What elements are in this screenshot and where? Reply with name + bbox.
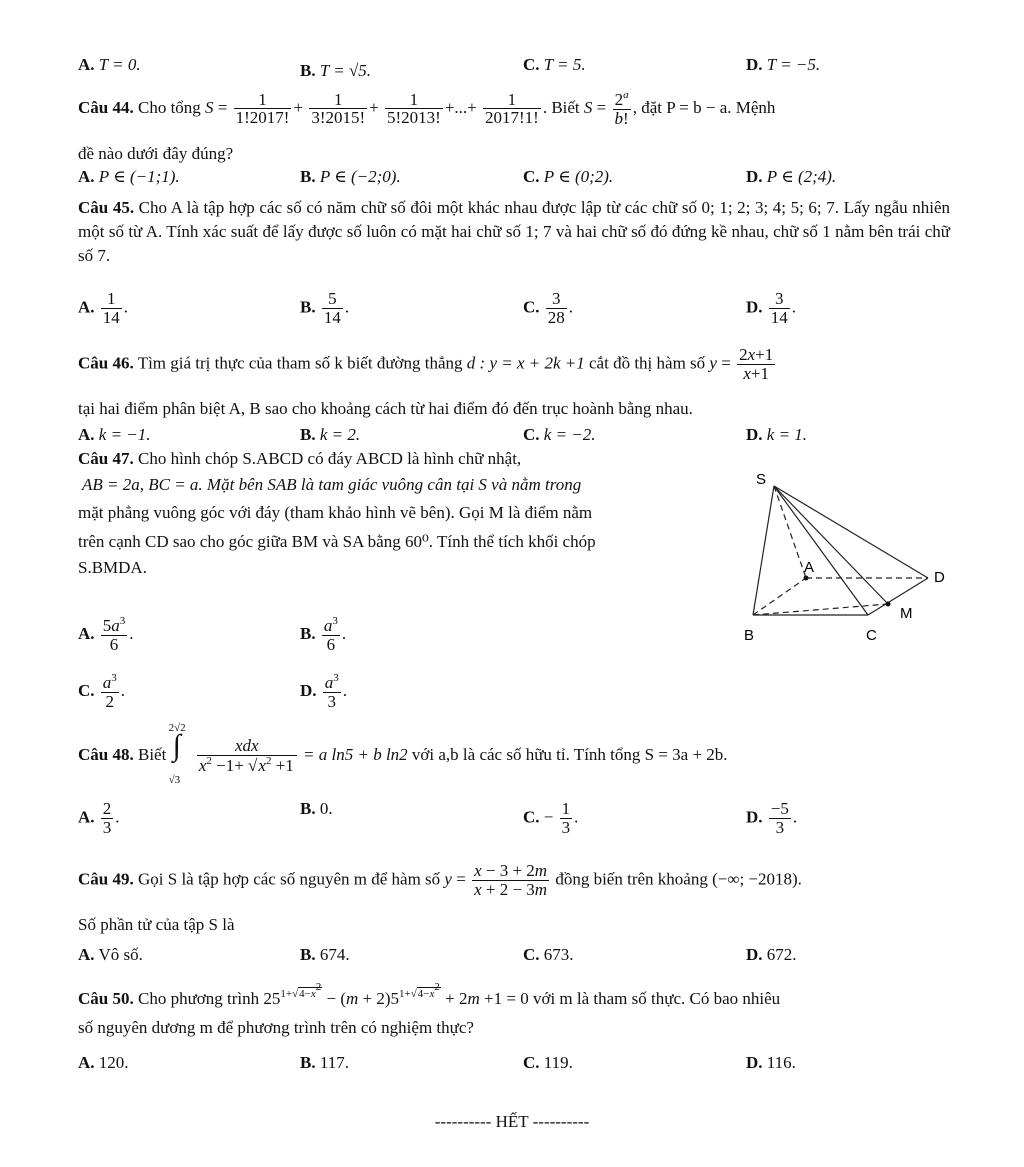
q48-option-b: B. 0.: [300, 799, 333, 818]
q44-option-b: B. P ∈ (−2;0).: [300, 167, 401, 186]
q50-stem: Câu 50. Cho phương trình $25^{1+√4-x^2} - (m + 2)5^{1+√4-x^2} + 2m +1 = 0$ với m là tham số thực. Có bao nhiêu: [78, 981, 781, 1008]
q48-stem: Câu 48. Biết 2√2 ∫ √3 $\frac{\text{xdx}}{x^2 -1+ √x^2 +1}$ = a ln5 + b ln2 với a,b là các số hữu tỉ. Tính tổng S = 3a + 2b.: [78, 737, 728, 775]
q46-option-d: D. k = 1.: [746, 425, 808, 444]
end-marker: ---------- HẾT ----------: [434, 1112, 590, 1131]
q47-option-b: B. $\frac{a^3}{6}$ .: [300, 615, 347, 654]
q48-option-d: D. $\frac{-5}{3}$ .: [746, 799, 798, 837]
q44-option-a: A. P ∈ (−1;1).: [78, 167, 180, 186]
q49-stem-cont: Số phần tử của tập S là: [78, 915, 235, 934]
q49-option-d: D. 672.: [746, 945, 797, 964]
q46-option-c: C. k = −2.: [523, 425, 596, 444]
q47-option-a: A. $\frac{5a^3}{6}$ .: [78, 615, 134, 654]
q43-option-a: A. T = 0.: [78, 55, 141, 74]
q49-stem: Câu 49. Gọi S là tập hợp các số nguyên m để hàm số y = $\frac{x - 3 + 2m}{x + 2 - 3m}$ đồng biến trên khoảng (−∞; −2018).: [78, 861, 802, 899]
q49-option-a: A. Vô số.: [78, 945, 143, 964]
q49-option-c: C. 673.: [523, 945, 574, 964]
integral-upper: 2√2: [168, 721, 186, 734]
figure-label-d: D: [934, 569, 945, 586]
q46-stem: Câu 46. Tìm giá trị thực của tham số k biết đường thẳng d : y = x + 2k +1 cắt đồ thị hàm số y = $\frac{2x+1}{x+1}$: [78, 345, 774, 383]
q46-option-b: B. k = 2.: [300, 425, 361, 444]
q47-stem-l4: trên cạnh CD sao cho góc giữa BM và SA bằng 60⁰. Tính thể tích khối chóp: [78, 532, 596, 551]
q49-option-b: B. 674.: [300, 945, 350, 964]
figure-label-m: M: [900, 605, 913, 622]
q46-option-a: A. k = −1.: [78, 425, 151, 444]
q43-option-b: B. T = √5.: [300, 61, 372, 80]
q44-option-d: D. P ∈ (2;4).: [746, 167, 837, 186]
q50-option-c: C. 119.: [523, 1053, 573, 1072]
q47-stem-l1: Câu 47. Cho hình chóp S.ABCD có đáy ABCD là hình chữ nhật,: [78, 449, 522, 468]
q47-stem-l3: mặt phẳng vuông góc với đáy (tham khảo hình vẽ bên). Gọi M là điểm nằm: [78, 503, 593, 522]
q47-option-c: C. $\frac{a^3}{2}$ .: [78, 672, 126, 711]
q47-option-d: D. $\frac{a^3}{3}$ .: [300, 672, 348, 711]
q45-option-a: A. $\frac{1}{14}$ .: [78, 289, 129, 327]
pyramid-figure: [738, 460, 958, 650]
q45-stem: Câu 45. Cho A là tập hợp các số có năm chữ số đôi một khác nhau được lập từ các chữ số 0; 1; 2; 3; 4; 5; 6; 7. Lấy ngẫu nhiên một số từ A. Tính xác suất để lấy được số luôn có mặt hai chữ số 1; 7 và hai chữ số đó đứng kề nhau, chữ số 1 nằm bên trái chữ số 7.: [78, 198, 950, 265]
q43-option-c: C. T = 5.: [523, 55, 586, 74]
q46-stem-cont: tại hai điểm phân biệt A, B sao cho khoảng cách từ hai điểm đó đến trục hoành bằng nhau.: [78, 399, 693, 418]
q47-stem-l2: AB = 2a, BC = a. Mặt bên SAB là tam giác vuông cân tại S và nằm trong: [82, 475, 582, 494]
q48-option-c: C. − $\frac{1}{3}$ .: [523, 799, 579, 837]
q45-option-b: B. $\frac{5}{14}$ .: [300, 289, 350, 327]
figure-label-b: B: [744, 627, 755, 644]
q44-option-c: C. P ∈ (0;2).: [523, 167, 614, 186]
integral-lower: √3: [168, 773, 181, 786]
q50-option-d: D. 116.: [746, 1053, 796, 1072]
q44-stem: Câu 44. Cho tổng S = $\frac{1}{1!2017!}$ + $\frac{1}{3!2015!}$ + $\frac{1}{5!2013!}$ +...+ $\frac{1}{2017!1!}$ . Biết S = $\frac{2^a}{b!}$ , đặt P = b − a. Mệnh: [78, 89, 776, 128]
q50-stem-cont: số nguyên dương m để phương trình trên có nghiệm thực?: [78, 1018, 474, 1037]
q45-option-d: D. $\frac{3}{14}$ .: [746, 289, 797, 327]
q44-stem-cont: đề nào dưới đây đúng?: [78, 144, 234, 163]
q50-option-a: A. 120.: [78, 1053, 129, 1072]
q48-option-a: A. $\frac{2}{3}$ .: [78, 799, 120, 837]
q47-stem-l5: S.BMDA.: [78, 558, 147, 577]
figure-label-c: C: [866, 627, 877, 644]
q50-option-b: B. 117.: [300, 1053, 349, 1072]
figure-label-s: S: [756, 471, 767, 488]
q45-option-c: C. $\frac{3}{28}$ .: [523, 289, 574, 327]
q43-option-d: D. T = −5.: [746, 55, 821, 74]
figure-label-a: A: [804, 559, 815, 576]
